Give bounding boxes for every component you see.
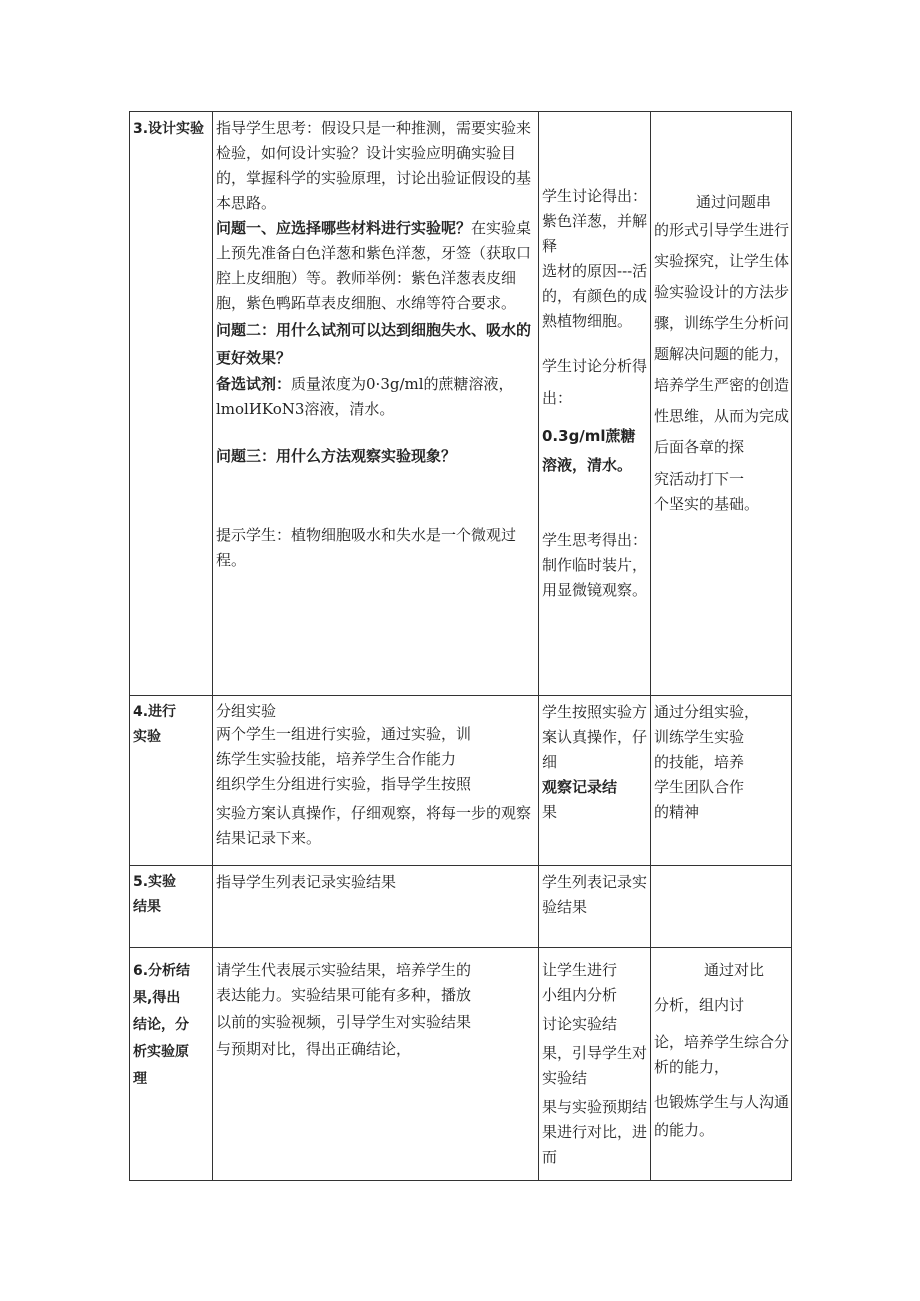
stage-cell <box>130 696 213 866</box>
reagent-text: 质量浓度为0·3g∕ml的蔗糖溶液，lmolИKoN3溶液，清水。 <box>216 375 514 418</box>
activity-line-3: 以前的实验视频，引导学生对实验结果 <box>216 1013 472 1031</box>
activity-line-4: 与预期对比，得出正确结论， <box>216 1040 412 1058</box>
activity-cell <box>213 112 539 696</box>
table-row <box>130 696 792 866</box>
student-line-4: 果，引导学生对实验结 <box>542 1044 648 1087</box>
purpose-line-3: 论，培养学生综合分析的能力， <box>654 1033 790 1076</box>
purpose-text-3: 究活动打下一 <box>654 470 745 488</box>
activity-line-1: 分组实验 <box>216 702 277 720</box>
question-3-title: 问题三：用什么方法观察实验现象？ <box>216 447 457 465</box>
question-2-title: 问题二：用什么试剂可以达到细胞失水、吸水的更好效果？ <box>216 321 532 367</box>
activity-line-3: 练学生实验技能，培养学生合作能力 <box>216 750 457 768</box>
stage-cell <box>130 112 213 696</box>
purpose-line-2: 训练学生实验 <box>654 728 745 746</box>
student-text-3: 果 <box>542 803 558 821</box>
student-text-2: 选材的原因---活的，有颜色的成熟植物细胞。 <box>542 262 648 330</box>
hint-text: 提示学生：植物细胞吸水和失水是一个微观过程。 <box>216 526 517 569</box>
purpose-line-5: 的精神 <box>654 803 700 821</box>
activity-cell <box>213 696 539 866</box>
student-line-5: 果与实验预期结果进行对比，进而 <box>542 1098 648 1166</box>
activity-line-1: 指导学生列表记录实验结果 <box>216 873 397 891</box>
table-row <box>130 112 792 696</box>
student-line-3: 讨论实验结 <box>542 1015 618 1033</box>
activity-line-2: 表达能力。实验结果可能有多种，播放 <box>216 986 472 1004</box>
student-line-1: 让学生进行 <box>542 961 618 979</box>
purpose-cell <box>651 948 792 1181</box>
activity-line-5: 实验方案认真操作，仔细观察，将每一步的观察结果记录下来。 <box>216 804 532 847</box>
student-cell <box>539 696 651 866</box>
student-text-1: 学生列表记录实验结果 <box>542 873 648 916</box>
activity-cell <box>213 866 539 948</box>
stage-label: 5.实验结果 <box>133 874 177 915</box>
student-cell <box>539 112 651 696</box>
purpose-cell <box>651 866 792 948</box>
reagent-label: 备选试剂： <box>216 375 292 393</box>
student-line-2: 小组内分析 <box>542 986 618 1004</box>
purpose-line-4: 也锻炼学生与人沟通的能力。 <box>654 1093 790 1139</box>
activity-cell <box>213 948 539 1181</box>
student-cell <box>539 948 651 1181</box>
question-1-text: 在实验桌上预先准备白色洋葱和紫色洋葱，牙签（获取口腔上皮细胞）等。教师举例：紫色洋葱表皮细胞，紫色鸭跖草表皮细胞、水绵等符合要求。 <box>216 219 532 312</box>
student-text-5: 学生思考得出：制作临时装片，用显微镜观察。 <box>542 531 648 599</box>
lesson-plan-table <box>129 111 792 1181</box>
purpose-cell <box>651 696 792 866</box>
purpose-cell <box>651 112 792 696</box>
purpose-line-4: 学生团队合作 <box>654 778 745 796</box>
purpose-line-2: 分析，组内讨 <box>654 996 745 1014</box>
activity-line-2: 两个学生一组进行实验，通过实验，训 <box>216 725 472 743</box>
stage-label: 4.进行实验 <box>133 704 177 745</box>
table-row <box>130 866 792 948</box>
purpose-line-1: 通过对比 <box>704 961 765 979</box>
activity-line-1: 请学生代表展示实验结果，培养学生的 <box>216 961 472 979</box>
activity-intro: 指导学生思考：假设只是一种推测，需要实验来检验，如何设计实验？设计实验应明确实验目的，掌握科学的实验原理，讨论出验证假设的基本思路。 <box>216 119 532 212</box>
purpose-line-3: 的技能，培养 <box>654 753 745 771</box>
stage-cell <box>130 866 213 948</box>
purpose-line-1: 通过分组实验， <box>654 703 760 721</box>
student-text-4: 0.3g∕ml蔗糖溶液，清水。 <box>542 427 636 474</box>
activity-line-4: 组织学生分组进行实验，指导学生按照 <box>216 775 472 793</box>
purpose-text-4: 个坚实的基础。 <box>654 495 760 513</box>
purpose-text-2: 的形式引导学生进行实验探究，让学生体验实验设计的方法步骤，训练学生分析问题解决问题的能力，培养学生严密的创造性思维，从而为完成后面各章的探 <box>654 221 790 456</box>
student-text-1: 学生讨论得出：紫色洋葱，并解释 <box>542 187 648 255</box>
student-cell <box>539 866 651 948</box>
question-1-title: 问题一、应选择哪些材料进行实验呢？ <box>216 219 472 237</box>
stage-label: 3.设计实验 <box>133 121 205 137</box>
table-row <box>130 948 792 1181</box>
student-text-3: 学生讨论分析得出： <box>542 357 648 407</box>
stage-cell <box>130 948 213 1181</box>
student-text-2: 观察记录结 <box>542 778 618 796</box>
student-text-1: 学生按照实验方案认真操作，仔细 <box>542 703 648 771</box>
stage-label: 6.分析结果,得出结论，分析实验原理 <box>133 963 191 1087</box>
purpose-text-1: 通过问题串 <box>696 193 772 211</box>
